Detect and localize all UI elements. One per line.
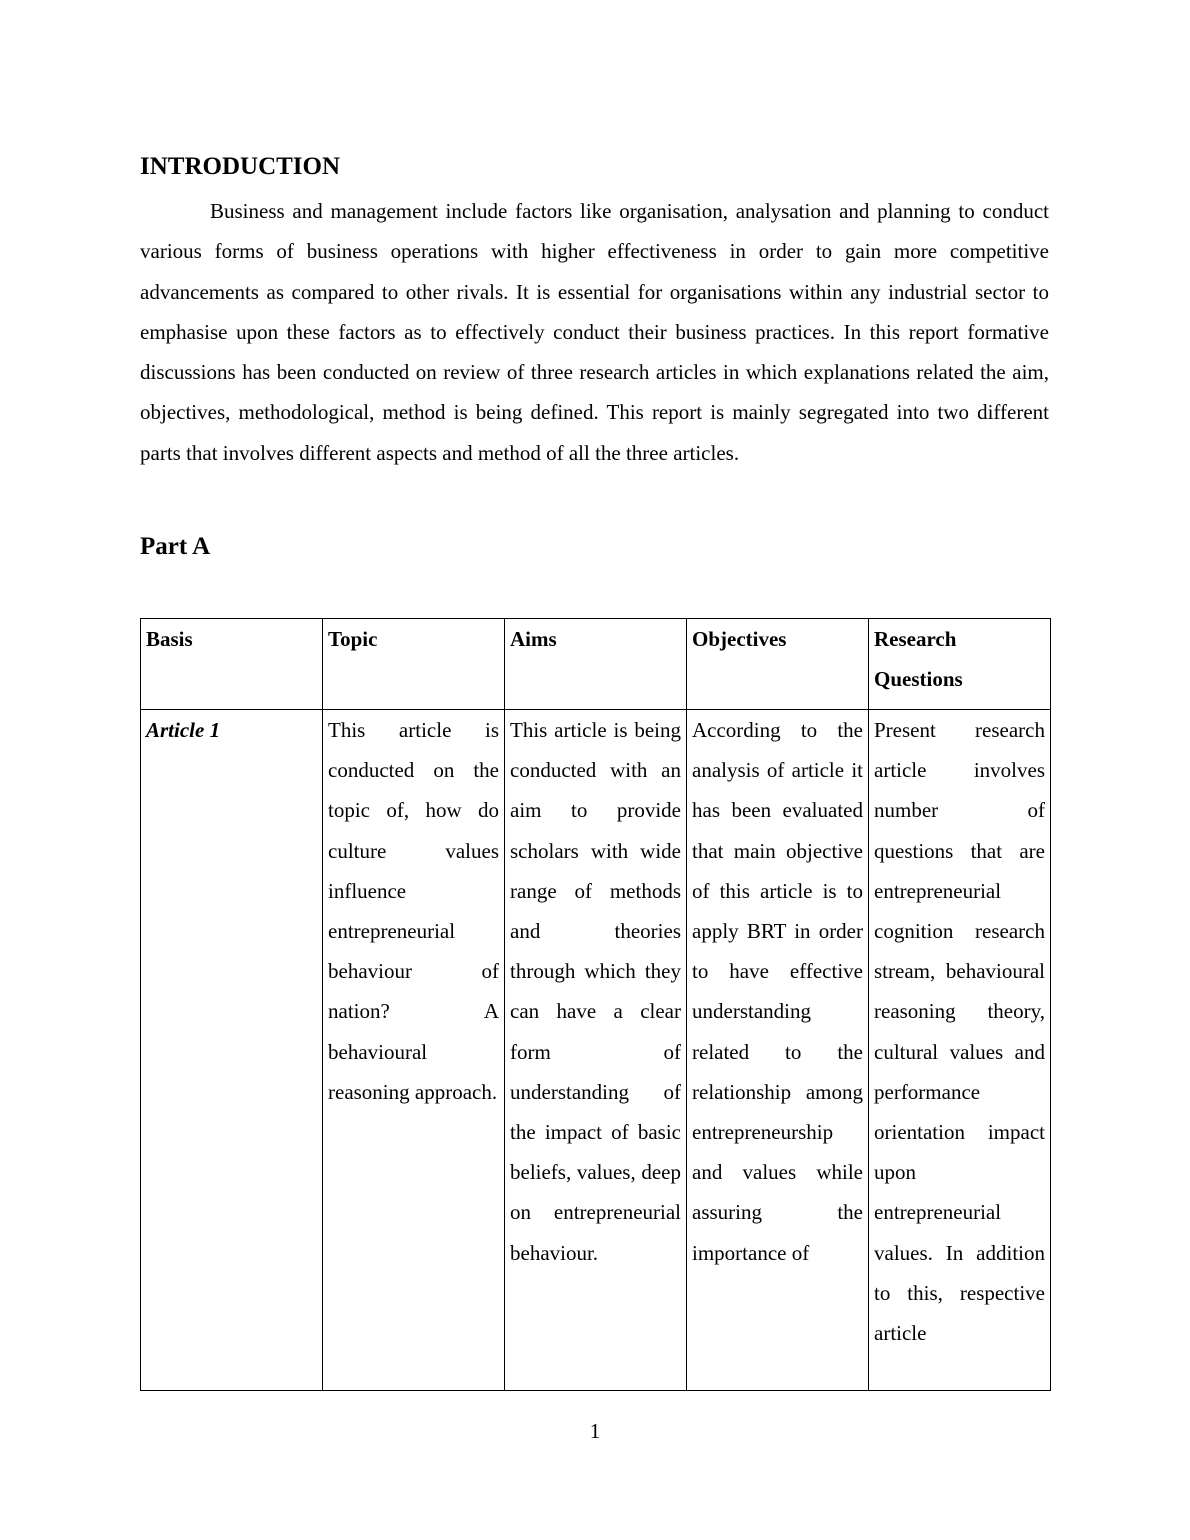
cell-objectives: According to the analysis of article it has been evaluated that main objective of this article is to apply BRT in order to have effective understanding related to the relationship among entrepreneurship and values while assuring the importance of — [687, 710, 869, 1391]
table-header-row — [141, 619, 1051, 710]
introduction-heading: INTRODUCTION — [140, 153, 341, 180]
column-header-research-questions: Research Questions — [869, 619, 1051, 710]
column-header-topic: Topic — [323, 619, 505, 710]
cell-research-questions: Present research article involves number of questions that are entrepreneurial cognition research stream, behavioural reasoning theory, cultural values and performance orientation impact upon entrepreneurial values. In addition to this, respective article — [869, 710, 1051, 1391]
column-header-objectives: Objectives — [687, 619, 869, 710]
article-review-table — [140, 618, 1051, 1391]
page-number: 1 — [589, 1419, 601, 1443]
cell-topic: This article is conducted on the topic of, how do culture values influence entrepreneurial behaviour of nation? A behavioural reasoning approach. — [323, 710, 505, 1391]
cell-aims: This article is being conducted with an aim to provide scholars with wide range of methods and theories through which they can have a clear form of understanding of the impact of basic beliefs, values, deep on entrepreneurial behaviour. — [505, 710, 687, 1391]
introduction-paragraph: Business and management include factors like organisation, analysation and planning to conduct various forms of business operations with higher effectiveness in order to gain more competitive advancements as compared to other rivals. It is essential for organisations within any industrial sector to emphasise upon these factors as to effectively conduct their business practices. In this report formative discussions has been conducted on review of three research articles in which explanations related the aim, objectives, methodological, method is being defined. This report is mainly segregated into two different parts that involves different aspects and method of all the three articles. — [140, 199, 1049, 465]
table-row — [141, 710, 1051, 1391]
part-a-heading: Part A — [140, 533, 211, 560]
article-label: Article 1 — [146, 718, 221, 742]
column-header-basis: Basis — [141, 619, 323, 710]
column-header-aims: Aims — [505, 619, 687, 710]
cell-basis — [141, 710, 323, 1391]
